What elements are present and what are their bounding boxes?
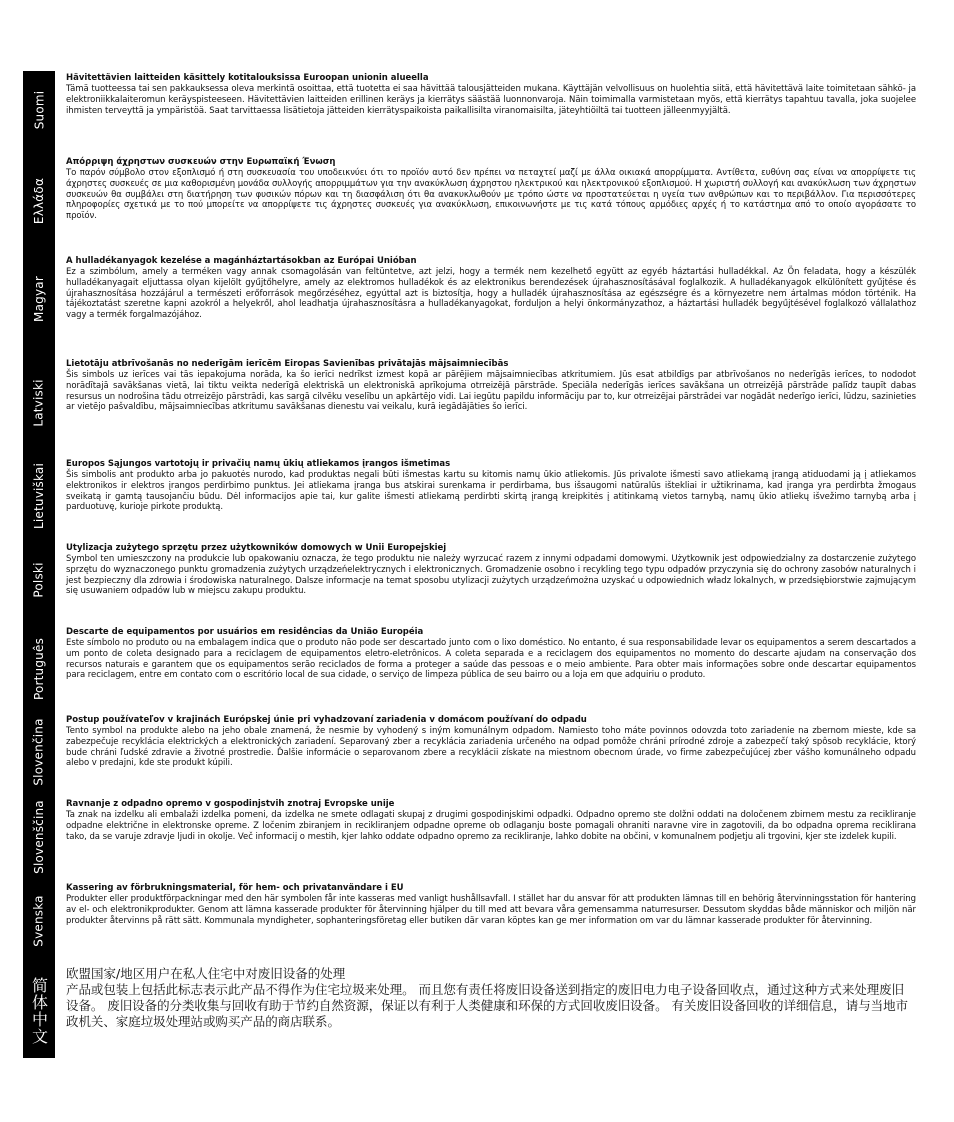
section-body: Το παρόν σύμβολο στον εξοπλισμό ή στη συσκευασία του υποδεικνύει ότι το προϊόν αυτό δεν πρέπει να πεταχτεί μαζί με άλλα οικιακά απορρίμματα. Αντίθετα, ευθύνη σας είναι να απορρίψετε τις άχρηστες συσκευές σε μια καθορισμένη μονάδα συλλογής απορριμμάτων για την ανακύκλωση άχρηστου ηλεκτρικού και ηλεκτρονικού εξοπλισμού. Η χωριστή συλλογή και ανακύκλωση των άχρηστων συσκευών θα συμβάλει στη διατήρηση των φυσικών πόρων και τη διασφάλιση ότι θα ανακυκλωθούν με τρόπο ώστε να προστατεύεται η υγεία των ανθρώπων και το περιβάλλον. Για περισσότερες πληροφορίες σχετικά με το πού μπορείτε να απορρίψετε τις άχρηστες συσκευές για ανακύκλωση, επικοινωνήστε με τις κατά τόπους αρμόδιες αρχές ή το κατάστημα από το οποίο αγοράσατε το προϊόν. bbox=[66, 168, 916, 222]
section-body: Symbol ten umieszczony na produkcie lub opakowaniu oznacza, że tego produktu nie należy wyrzucać razem z innymi odpadami domowymi. Użytkownik jest odpowiedzialny za dostarczenie zużytego sprzętu do wyznaczonego punktu gromadzenia zużytych urządzeńelektrycznych i elektronicznych. Gromadzenie osobno i recykling tego typu odpadów przyczynia się do ochrony zasobów naturalnych i jest bezpieczny dla zdrowia i środowiska naturalnego. Dalsze informacje na temat sposobu utylizacji zużytych urządzeńmożna uzyskać u odpowiednich władz lokalnych, w przedsiębiorstwie zajmującym się usuwaniem odpadów lub w miejscu zakupu produktu. bbox=[66, 554, 916, 597]
section-title: Europos Sąjungos vartotojų ir privačių namų ūkių atliekamos įrangos išmetimas bbox=[66, 459, 451, 469]
section-body: Šis simbolis ant produkto arba jo pakuotės nurodo, kad produktas negali būti išmestas kartu su kitomis namų ūkio atliekomis. Jūs privalote išmesti savo atliekamą įrangą atiduodami ją į atliekamos elektronikos ir elektros įrangos perdirbimo punktus. Jei atliekama įranga bus atskirai surenkama ir perdirbama, bus išsaugomi natūralūs ištekliai ir užtikrinama, kad įranga yra perdirbta žmogaus sveikatą ir gamtą tausojančiu būdu. Dėl informacijos apie tai, kur galite išmesti atliekamą perdirbti skirtą įrangą kreipkitės į atitinkamą vietos tarnybą, namų ūkio atliekų išvežimo tarnybą arba į parduotuvę, kurioje pirkote produktą. bbox=[66, 470, 916, 513]
section-title: Postup používateľov v krajinách Európskej únie pri vyhadzovaní zariadenia v domácom používaní do odpadu bbox=[66, 715, 587, 725]
language-label: Slovenčina bbox=[32, 718, 46, 786]
section-body: 产品或包装上包括此标志表示此产品不得作为住宅垃圾来处理。 而且您有责任将废旧设备送到指定的废旧电力电子设备回收点，通过这种方式来处理废旧设备。 废旧设备的分类收集与回收有助于节约自然资源，保证以有利于人类健康和环保的方式回收废旧设备。 有关废旧设备回收的详细信息，请与当地市政机关、家庭垃圾处理站或购买产品的商店联系。 bbox=[66, 982, 909, 1030]
section-content bbox=[66, 543, 916, 597]
section-content bbox=[66, 157, 916, 222]
section-chinese-simplified bbox=[23, 966, 923, 1056]
language-tab-lietuviskai bbox=[23, 459, 55, 532]
language-label: Latviski bbox=[32, 379, 47, 427]
section-slovencina bbox=[23, 715, 923, 789]
section-body: Tento symbol na produkte alebo na jeho obale znamená, že nesmie by vyhodený s iným komunálnym odpadom. Namiesto toho máte povinnos odovzda toto zariadenie na zbernom mieste, kde sa zabezpečuje recyklácia elektrických a elektronických zariadení. Separovaný zber a recyklácia zariadenia určeného na odpad pomôže chráni prírodné zdroje a zabezpečí taký spôsob recyklácie, ktorý bude chráni ľudské zdravie a životné prostredie. Ďalšie informácie o separovanom zbere a recyklácii získate na miestnom obecnom úrade, vo firme zabezpečujúcej zber vášho komunálneho odpadu alebo v predajni, kde ste produkt kúpili. bbox=[66, 726, 916, 769]
section-content bbox=[66, 883, 916, 926]
language-tab-slovencina bbox=[23, 715, 55, 789]
section-title: A hulladékanyagok kezelése a magánháztartásokban az Európai Unióban bbox=[66, 256, 417, 266]
language-label: Suomi bbox=[32, 90, 46, 130]
language-tab-svenska bbox=[23, 883, 55, 958]
section-body: Ta znak na izdelku ali embalaži izdelka pomeni, da izdelka ne smete odlagati skupaj z drugimi gospodinjskimi odpadki. Odpadno opremo ste dolžni oddati na določenem zbirnem mestu za recikliranje odpadne električne in elektronske opreme. Z ločenim zbiranjem in recikliranjem odpadne opreme ob odlaganju boste pomagali ohraniti naravne vire in zagotovili, da bo odpadna oprema reciklirana tako, da se varuje zdravje ljudi in okolje. Več informacij o mestih, kjer lahko oddate odpadno opremo za recikliranje, lahko dobite na občini, v komunalnem podjetju ali trgovini, kjer ste izdelek kupili. bbox=[66, 810, 916, 842]
language-label: Ελλάδα bbox=[32, 177, 46, 225]
section-content bbox=[66, 627, 916, 681]
language-label: Português bbox=[32, 637, 46, 701]
language-tab-suomi bbox=[23, 73, 55, 147]
section-magyar bbox=[23, 256, 923, 342]
language-label: Svenska bbox=[32, 894, 47, 947]
language-tab-polski bbox=[23, 543, 55, 617]
section-body: Produkter eller produktförpackningar med den här symbolen får inte kasseras med vanligt hushållsavfall. I stället har du ansvar för att produkten lämnas till en behörig återvinningsstation för hantering av el- och elektronikprodukter. Genom att lämna kasserade produkter för återvinning hjälper du till med att bevara våra gemensamma naturresurser. Dessutom skyddas både människor och miljön när produkter återvinns på rätt sätt. Kommunala myndigheter, sophanteringsföretag eller butiken där varan köptes kan ge mer information om var du lämnar kasserade produkter för återvinning. bbox=[66, 894, 916, 926]
language-tab-chinese-simplified bbox=[23, 966, 55, 1056]
language-tab-portugues bbox=[23, 627, 55, 711]
section-lietuviskai bbox=[23, 459, 923, 532]
section-content bbox=[66, 715, 916, 769]
section-title: Kassering av förbrukningsmaterial, för hem- och privatanvändare i EU bbox=[66, 883, 404, 893]
section-suomi bbox=[23, 73, 923, 147]
language-tab-latviski bbox=[23, 359, 55, 447]
section-content bbox=[66, 799, 916, 842]
section-svenska bbox=[23, 883, 923, 958]
section-body: Ez a szimbólum, amely a terméken vagy annak csomagolásán van feltüntetve, azt jelzi, hogy a termék nem kezelhető együtt az egyéb háztartási hulladékkal. Az Ön feladata, hogy a készülék hulladékanyagait eljuttassa olyan kijelölt gyűjtőhelyre, amely az elektromos hulladékok és az elektronikus berendezések újrahasznosításával foglalkozik. A hulladékanyagok elkülönített gyűjtése és újrahasznosítása hozzájárul a természeti erőforrások megőrzéséhez, egyúttal azt is biztosítja, hogy a hulladék újrahasznosítása az egészségre és a környezetre nem ártalmas módon történik. Ha tájékoztatást szeretne kapni azokról a helyekről, ahol leadhatja újrahasznosításra a hulladékanyagokat, forduljon a helyi önkormányzathoz, a háztartási hulladék begyűjtésével foglalkozó vállalathoz vagy a termék forgalmazójához. bbox=[66, 267, 916, 321]
language-tab-ellada bbox=[23, 157, 55, 245]
section-title: Lietotāju atbrīvošanās no nederīgām ierīcēm Eiropas Savienības privātajās mājsaimniecībās bbox=[66, 359, 509, 369]
section-latviski bbox=[23, 359, 923, 447]
section-title: 欧盟国家/地区用户在私人住宅中对废旧设备的处理 bbox=[66, 966, 346, 981]
language-tab-slovenscina bbox=[23, 799, 55, 874]
section-ellada bbox=[23, 157, 923, 245]
language-label: Polski bbox=[32, 562, 47, 598]
language-tab-magyar bbox=[23, 256, 55, 342]
section-body: Este símbolo no produto ou na embalagem indica que o produto não pode ser descartado junto com o lixo doméstico. No entanto, é sua responsabilidade levar os equipamentos a serem descartados a um ponto de coleta designado para a reciclagem de equipamentos eletro-eletrônicos. A coleta separada e a reciclagem dos equipamentos no momento do descarte ajudam na conservação dos recursos naturais e garantem que os equipamentos serão reciclados de forma a proteger a saúde das pessoas e o meio ambiente. Para obter mais informações sobre onde descartar equipamentos para reciclagem, entre em contato com o escritório local de sua cidade, o serviço de limpeza pública de seu bairro ou a loja em que adquiriu o produto. bbox=[66, 638, 916, 681]
section-body: Tämä tuotteessa tai sen pakkauksessa oleva merkintä osoittaa, että tuotetta ei saa hävittää talousjätteiden mukana. Käyttäjän velvollisuus on huolehtia siitä, että hävitettävä laite toimitetaan sähkö- ja elektroniikkalaiteromun keräyspisteeseen. Hävitettävien laitteiden erillinen keräys ja kierrätys säästää luonnonvaroja. Näin toimimalla varmistetaan myös, että kierrätys tapahtuu tavalla, joka suojelee ihmisten terveyttä ja ympäristöä. Saat tarvittaessa lisätietoja jätteiden kierrätyspaikoista paikallisilta viranomaisilta, jäteyhtiöiltä tai tuotteen jälleenmyyjältä. bbox=[66, 84, 916, 116]
language-label: Magyar bbox=[32, 276, 47, 322]
section-title: Descarte de equipamentos por usuários em residências da União Européia bbox=[66, 627, 424, 637]
section-polski bbox=[23, 543, 923, 617]
section-content bbox=[66, 359, 916, 413]
section-content bbox=[66, 73, 916, 116]
section-content bbox=[66, 966, 916, 1031]
section-slovenscina bbox=[23, 799, 923, 874]
language-label: 简体中文 bbox=[29, 977, 49, 1045]
section-body: Šis simbols uz ierīces vai tās iepakojuma norāda, ka šo ierīci nedrīkst izmest kopā ar pārējiem mājsaimniecības atkritumiem. Jūs esat atbildīgs par atbrīvošanos no nederīgās ierīces, to nododot norādītajā savākšanas vietā, lai tiktu veikta nederīgā elektriskā un elektroniskā aprīkojuma otrreizējā pārstrāde. Speciāla nederīgās ierīces savākšana un otrreizējā pārstrāde palīdz taupīt dabas resursus un nodrošina tādu otrreizējo pārstrādi, kas sargā cilvēku veselību un apkārtējo vidi. Lai iegūtu papildu informāciju par to, kur otrreizējai pārstrādei var nogādāt nederīgo ierīci, lūdzu, sazinieties ar vietējo pašvaldību, mājsaimniecības atkritumu savākšanas dienestu vai veikalu, kurā iegādājāties šo ierīci. bbox=[66, 370, 916, 413]
language-label: Lietuviškai bbox=[32, 462, 46, 529]
section-title: Απόρριψη άχρηστων συσκευών στην Ευρωπαϊκή Ένωση bbox=[66, 157, 336, 167]
section-title: Ravnanje z odpadno opremo v gospodinjstvih znotraj Evropske unije bbox=[66, 799, 395, 809]
section-title: Hävitettävien laitteiden käsittely kotitalouksissa Euroopan unionin alueella bbox=[66, 73, 429, 83]
section-content bbox=[66, 256, 916, 321]
language-label: Slovenščina bbox=[32, 799, 47, 874]
section-title: Utylizacja zużytego sprzętu przez użytkowników domowych w Unii Europejskiej bbox=[66, 543, 447, 553]
section-content bbox=[66, 459, 916, 513]
section-portugues bbox=[23, 627, 923, 711]
